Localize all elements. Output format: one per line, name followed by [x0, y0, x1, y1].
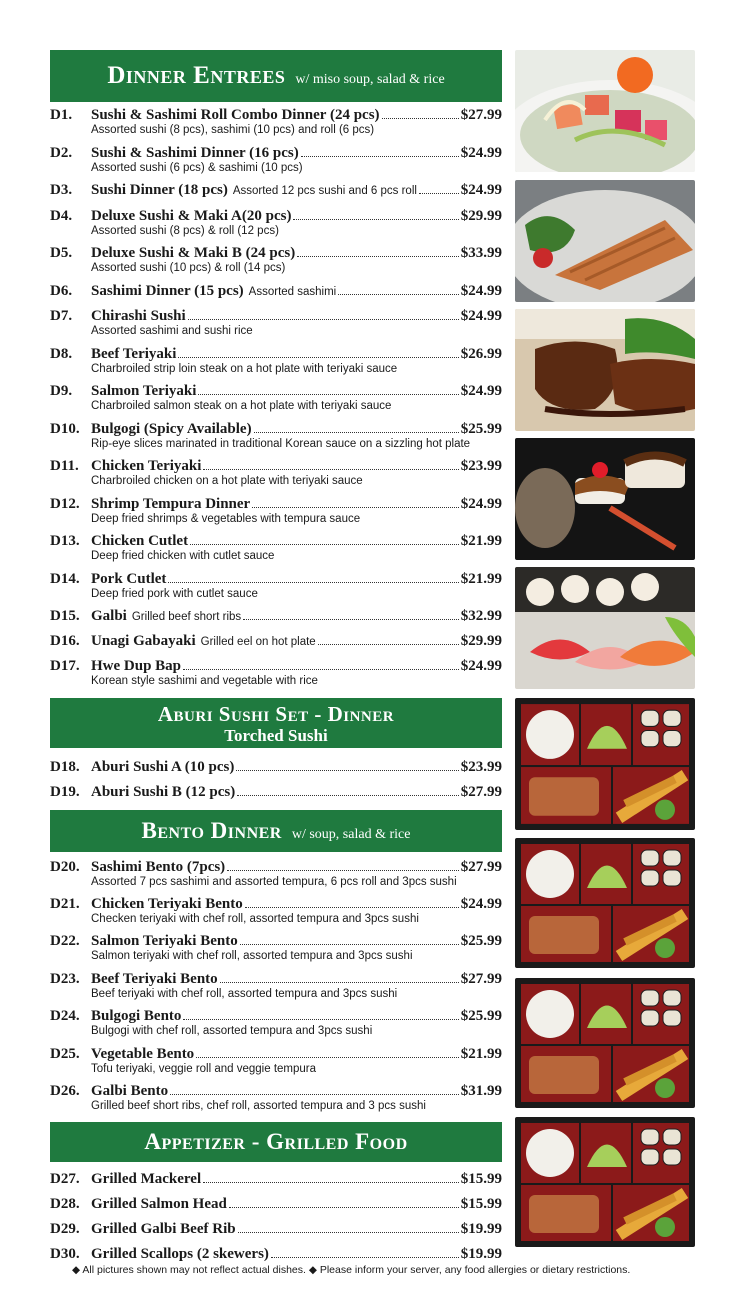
- menu-item-line: [50, 1196, 502, 1214]
- menu-item-line: [50, 383, 502, 401]
- item-price: $32.99: [460, 608, 502, 624]
- item-name: Sashimi Bento (7pcs): [91, 859, 226, 875]
- item-inline-description: Assorted 12 pcs sushi and 6 pcs roll: [232, 185, 417, 197]
- item-code: D10.: [50, 421, 80, 437]
- menu-item: [50, 421, 502, 451]
- item-name: Galbi: [91, 608, 127, 624]
- aburi-title-text: Aburi Sushi Set - Dinner: [157, 702, 395, 726]
- menu-item-line: [50, 496, 502, 514]
- item-name: Aburi Sushi A (10 pcs): [91, 759, 235, 775]
- menu-item-line: [50, 1246, 502, 1264]
- menu-item-line: [50, 1171, 502, 1189]
- menu-item: [50, 182, 502, 200]
- menu-item-line: [50, 633, 502, 651]
- menu-item-line: [50, 658, 502, 676]
- appetizer-title: [144, 1129, 407, 1155]
- dot-leader: [168, 582, 458, 583]
- item-code: D8.: [50, 346, 73, 362]
- item-price: $27.99: [460, 107, 502, 123]
- menu-item: [50, 1171, 502, 1189]
- item-inline-description: Grilled eel on hot plate: [200, 636, 316, 648]
- item-price: $23.99: [460, 759, 502, 775]
- menu-item: [50, 633, 502, 651]
- item-description: Beef teriyaki with chef roll, assorted tempura and 3pcs sushi: [91, 988, 398, 1000]
- item-name: Bulgogi Bento: [91, 1008, 182, 1024]
- menu-item-line: [50, 182, 502, 200]
- dot-leader: [240, 944, 459, 945]
- dot-leader: [183, 669, 459, 670]
- menu-item: [50, 1008, 502, 1038]
- item-price: $21.99: [460, 1046, 502, 1062]
- item-description: Deep fried shrimps & vegetables with tempura sauce: [91, 513, 361, 525]
- item-name: Galbi Bento: [91, 1083, 169, 1099]
- item-code: D13.: [50, 533, 80, 549]
- menu-item: [50, 533, 502, 563]
- item-name: Beef Teriyaki: [91, 346, 177, 362]
- menu-item-line: [50, 107, 502, 125]
- item-code: D24.: [50, 1008, 80, 1024]
- menu-item: [50, 896, 502, 926]
- item-name: Hwe Dup Bap: [91, 658, 182, 674]
- item-code: D2.: [50, 145, 73, 161]
- item-price: $24.99: [460, 182, 502, 198]
- menu-item: [50, 1221, 502, 1239]
- item-name: Sushi Dinner (18 pcs): [91, 182, 228, 198]
- menu-item-line: [50, 283, 502, 301]
- menu-item: [50, 383, 502, 413]
- dot-leader: [188, 319, 459, 320]
- dot-leader: [178, 357, 458, 358]
- item-name: Grilled Galbi Beef Rib: [91, 1221, 236, 1237]
- menu-item: [50, 308, 502, 338]
- menu-item: [50, 933, 502, 963]
- item-description: Deep fried pork with cutlet sauce: [91, 588, 258, 600]
- dinner-title-text: Dinner Entrees: [107, 62, 286, 89]
- menu-item: [50, 245, 502, 275]
- salmon-teriyaki-photo: [515, 180, 695, 302]
- menu-item: [50, 496, 502, 526]
- item-description: Grilled beef short ribs, chef roll, assorted tempura and 3 pcs sushi: [91, 1100, 426, 1112]
- menu-item: [50, 1196, 502, 1214]
- dot-leader: [183, 1019, 458, 1020]
- bento-box-photo: [515, 698, 695, 830]
- dot-leader: [419, 193, 459, 194]
- menu-item: [50, 971, 502, 1001]
- dot-leader: [254, 432, 459, 433]
- dot-leader: [338, 294, 459, 295]
- bento-title: [142, 818, 411, 844]
- item-code: D12.: [50, 496, 80, 512]
- dot-leader: [198, 394, 458, 395]
- item-name: Chicken Teriyaki: [91, 458, 202, 474]
- item-price: $21.99: [460, 533, 502, 549]
- item-price: $27.99: [460, 859, 502, 875]
- item-code: D6.: [50, 283, 73, 299]
- item-code: D28.: [50, 1196, 80, 1212]
- menu-item-line: [50, 533, 502, 551]
- menu-item: [50, 107, 502, 137]
- footer-disclaimer: ◆ All pictures shown may not reflect actual dishes. ◆ Please inform your server, any food allergies or dietary restrictions.: [72, 1264, 631, 1276]
- appetizer-banner: [50, 1122, 502, 1162]
- item-name: Sushi & Sashimi Roll Combo Dinner (24 pcs): [91, 107, 380, 123]
- item-code: D11.: [50, 458, 79, 474]
- dot-leader: [243, 619, 459, 620]
- item-description: Deep fried chicken with cutlet sauce: [91, 550, 275, 562]
- dot-leader: [245, 907, 459, 908]
- dot-leader: [227, 870, 459, 871]
- aburi-banner: [50, 698, 502, 748]
- item-inline-description: Assorted sashimi: [248, 286, 337, 298]
- menu-item-line: [50, 458, 502, 476]
- item-price: $29.99: [460, 208, 502, 224]
- item-name: Pork Cutlet: [91, 571, 167, 587]
- item-description: Charbroiled chicken on a hot plate with teriyaki sauce: [91, 475, 363, 487]
- item-price: $24.99: [460, 896, 502, 912]
- item-price: $24.99: [460, 308, 502, 324]
- glazed-teriyaki-photo: [515, 309, 695, 431]
- item-code: D30.: [50, 1246, 80, 1262]
- dot-leader: [271, 1257, 459, 1258]
- item-description: Assorted 7 pcs sashimi and assorted tempura, 6 pcs roll and 3pcs sushi: [91, 876, 457, 888]
- bento-note: w/ soup, salad & rice: [291, 827, 411, 842]
- item-description: Assorted sashimi and sushi rice: [91, 325, 253, 337]
- item-name: Aburi Sushi B (12 pcs): [91, 784, 236, 800]
- item-code: D16.: [50, 633, 80, 649]
- item-description: Assorted sushi (6 pcs) & sashimi (10 pcs): [91, 162, 303, 174]
- item-price: $24.99: [460, 283, 502, 299]
- item-price: $31.99: [460, 1083, 502, 1099]
- item-code: D25.: [50, 1046, 80, 1062]
- menu-item-line: [50, 896, 502, 914]
- item-code: D15.: [50, 608, 80, 624]
- menu-item-line: [50, 784, 502, 802]
- menu-item-line: [50, 608, 502, 626]
- item-price: $19.99: [460, 1221, 502, 1237]
- item-name: Grilled Scallops (2 skewers): [91, 1246, 269, 1262]
- menu-item-line: [50, 245, 502, 263]
- dinner-note: w/ miso soup, salad & rice: [295, 72, 445, 87]
- item-code: D5.: [50, 245, 73, 261]
- item-code: D23.: [50, 971, 80, 987]
- menu-item-line: [50, 1008, 502, 1026]
- dinner-title: [107, 62, 444, 90]
- bento-box-photo: [515, 838, 695, 968]
- item-price: $19.99: [460, 1246, 502, 1262]
- menu-item: [50, 571, 502, 601]
- item-code: D27.: [50, 1171, 80, 1187]
- item-name: Beef Teriyaki Bento: [91, 971, 218, 987]
- item-code: D26.: [50, 1083, 80, 1099]
- menu-item: [50, 283, 502, 301]
- item-code: D14.: [50, 571, 80, 587]
- dot-leader: [203, 469, 458, 470]
- menu-item-line: [50, 759, 502, 777]
- item-code: D29.: [50, 1221, 80, 1237]
- item-price: $23.99: [460, 458, 502, 474]
- dot-leader: [318, 644, 459, 645]
- menu-item: [50, 208, 502, 238]
- item-description: Assorted sushi (8 pcs), sashimi (10 pcs) and roll (6 pcs): [91, 124, 375, 136]
- item-code: D9.: [50, 383, 73, 399]
- item-price: $24.99: [460, 496, 502, 512]
- menu-item-line: [50, 1083, 502, 1101]
- item-description: Assorted sushi (8 pcs) & roll (12 pcs): [91, 225, 279, 237]
- item-code: D20.: [50, 859, 80, 875]
- item-description: Salmon teriyaki with chef roll, assorted tempura and 3pcs sushi: [91, 950, 413, 962]
- item-price: $33.99: [460, 245, 502, 261]
- menu-item-line: [50, 1221, 502, 1239]
- item-price: $24.99: [460, 383, 502, 399]
- dot-leader: [220, 982, 459, 983]
- menu-item: [50, 859, 502, 889]
- dot-leader: [170, 1094, 459, 1095]
- item-code: D4.: [50, 208, 73, 224]
- item-code: D19.: [50, 784, 80, 800]
- aburi-sushi-photo: [515, 438, 695, 560]
- item-name: Unagi Gabayaki: [91, 633, 196, 649]
- item-price: $27.99: [460, 784, 502, 800]
- item-name: Deluxe Sushi & Maki A(20 pcs): [91, 208, 292, 224]
- item-name: Salmon Teriyaki: [91, 383, 197, 399]
- item-name: Grilled Salmon Head: [91, 1196, 227, 1212]
- dot-leader: [297, 256, 459, 257]
- item-description: Checken teriyaki with chef roll, assorted tempura and 3pcs sushi: [91, 913, 419, 925]
- menu-item: [50, 658, 502, 688]
- item-price: $15.99: [460, 1171, 502, 1187]
- dot-leader: [293, 219, 458, 220]
- nigiri-platter-photo: [515, 567, 695, 689]
- item-price: $27.99: [460, 971, 502, 987]
- menu-item-line: [50, 1046, 502, 1064]
- item-description: Tofu teriyaki, veggie roll and veggie tempura: [91, 1063, 317, 1075]
- menu-item-line: [50, 571, 502, 589]
- menu-item: [50, 458, 502, 488]
- item-code: D21.: [50, 896, 80, 912]
- item-price: $21.99: [460, 571, 502, 587]
- menu-item-line: [50, 859, 502, 877]
- poke-bowl-photo: [515, 50, 695, 172]
- item-description: Bulgogi with chef roll, assorted tempura and 3pcs sushi: [91, 1025, 373, 1037]
- item-name: Deluxe Sushi & Maki B (24 pcs): [91, 245, 296, 261]
- dot-leader: [252, 507, 459, 508]
- item-name: Sushi & Sashimi Dinner (16 pcs): [91, 145, 299, 161]
- item-inline-description: Grilled beef short ribs: [131, 611, 242, 623]
- menu-item: [50, 784, 502, 802]
- item-price: $24.99: [460, 145, 502, 161]
- menu-item-line: [50, 346, 502, 364]
- item-name: Chicken Teriyaki Bento: [91, 896, 243, 912]
- aburi-subtitle: Torched Sushi: [224, 726, 328, 745]
- item-name: Chicken Cutlet: [91, 533, 189, 549]
- item-description: Assorted sushi (10 pcs) & roll (14 pcs): [91, 262, 286, 274]
- item-code: D7.: [50, 308, 73, 324]
- dot-leader: [190, 544, 459, 545]
- item-description: Charbroiled strip loin steak on a hot plate with teriyaki sauce: [91, 363, 398, 375]
- item-name: Shrimp Tempura Dinner: [91, 496, 251, 512]
- menu-item-line: [50, 933, 502, 951]
- menu-item: [50, 608, 502, 626]
- dot-leader: [382, 118, 459, 119]
- item-name: Bulgogi (Spicy Available): [91, 421, 252, 437]
- item-name: Chirashi Sushi: [91, 308, 186, 324]
- bento-box-photo: [515, 1117, 695, 1247]
- item-price: $26.99: [460, 346, 502, 362]
- item-name: Salmon Teriyaki Bento: [91, 933, 238, 949]
- menu-item: [50, 1083, 502, 1113]
- item-code: D1.: [50, 107, 73, 123]
- menu-item: [50, 1246, 502, 1264]
- item-price: $25.99: [460, 1008, 502, 1024]
- item-name: Sashimi Dinner (15 pcs): [91, 283, 244, 299]
- bento-title-text: Bento Dinner: [141, 818, 282, 843]
- item-description: Korean style sashimi and vegetable with rice: [91, 675, 318, 687]
- item-code: D22.: [50, 933, 80, 949]
- dot-leader: [238, 1232, 459, 1233]
- item-description: Charbroiled salmon steak on a hot plate with teriyaki sauce: [91, 400, 392, 412]
- item-code: D17.: [50, 658, 80, 674]
- dot-leader: [301, 156, 459, 157]
- aburi-title: [158, 702, 394, 727]
- dot-leader: [236, 770, 458, 771]
- item-price: $25.99: [460, 421, 502, 437]
- menu-item-line: [50, 308, 502, 326]
- menu-item-line: [50, 145, 502, 163]
- menu-item: [50, 759, 502, 777]
- menu-item: [50, 346, 502, 376]
- bento-banner: [50, 810, 502, 852]
- dot-leader: [203, 1182, 459, 1183]
- dinner-banner: [50, 50, 502, 102]
- dot-leader: [196, 1057, 459, 1058]
- dot-leader: [237, 795, 459, 796]
- menu-item: [50, 1046, 502, 1076]
- item-code: D3.: [50, 182, 73, 198]
- item-name: Vegetable Bento: [91, 1046, 195, 1062]
- menu-item-line: [50, 971, 502, 989]
- menu-item-line: [50, 208, 502, 226]
- item-price: $29.99: [460, 633, 502, 649]
- menu-item: [50, 145, 502, 175]
- item-name: Grilled Mackerel: [91, 1171, 202, 1187]
- appetizer-title-text: Appetizer - Grilled Food: [144, 1129, 408, 1154]
- item-price: $24.99: [460, 658, 502, 674]
- item-description: Rip-eye slices marinated in traditional Korean sauce on a sizzling hot plate: [91, 438, 471, 450]
- menu-item-line: [50, 421, 502, 439]
- item-code: D18.: [50, 759, 80, 775]
- item-price: $25.99: [460, 933, 502, 949]
- item-price: $15.99: [460, 1196, 502, 1212]
- bento-box-photo: [515, 978, 695, 1108]
- dot-leader: [229, 1207, 459, 1208]
